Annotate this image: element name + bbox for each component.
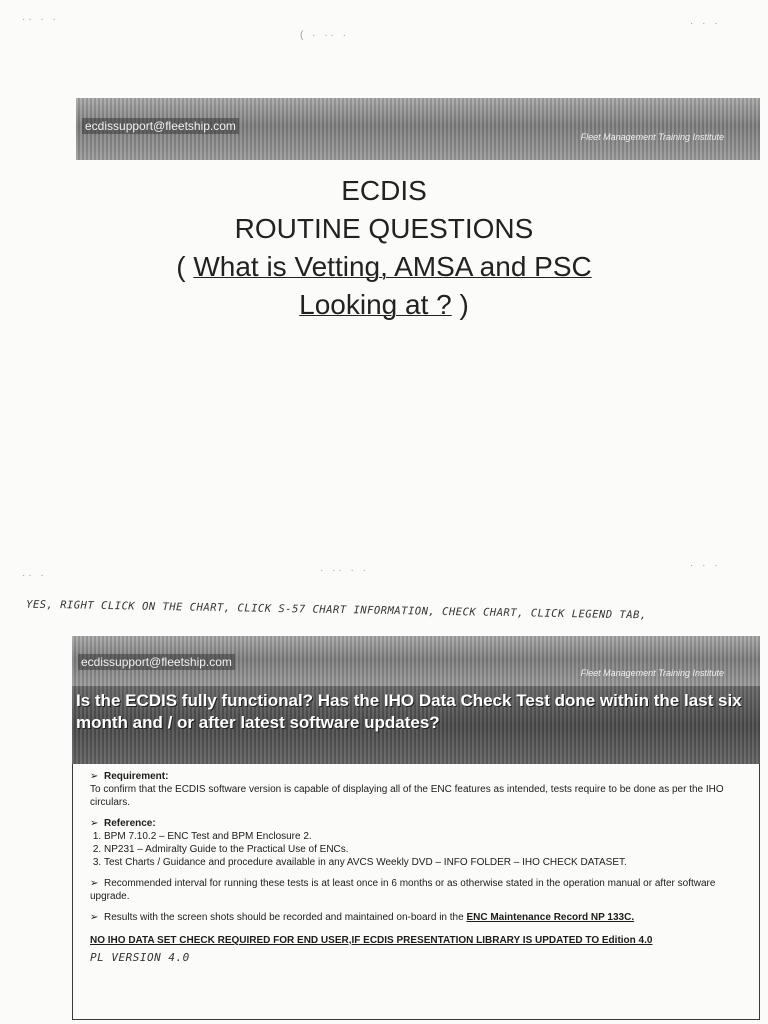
- enc-maintenance-record: ENC Maintenance Record NP 133C.: [466, 912, 635, 923]
- handwritten-note: YES, RIGHT CLICK ON THE CHART, CLICK S-57 CHART INFORMATION, CHECK CHART, CLICK LEGEND TAB,: [25, 598, 647, 622]
- title-routine-questions: ROUTINE QUESTIONS: [234, 213, 534, 244]
- scan-speck: · · ·: [690, 18, 721, 29]
- slide2-header-band: [72, 636, 760, 688]
- arrow-bullet-icon: ➢: [90, 818, 99, 829]
- reference-label: Reference:: [104, 818, 156, 829]
- support-email: ecdissupport@fleetship.com: [78, 654, 235, 670]
- title-subtitle-line1: [0, 248, 768, 286]
- requirement-text: To confirm that the ECDIS software version is capable of displaying all of the ENC features as intended, tests require to be done as per the IHO circulars.: [90, 784, 724, 808]
- scan-speck: · · ·: [690, 560, 721, 571]
- slide1-title: [0, 172, 768, 324]
- results-text: Results with the screen shots should be recorded and maintained on-board in the: [104, 912, 467, 923]
- title-ecdis: ECDIS: [341, 175, 427, 206]
- reference-list: [90, 830, 750, 869]
- question-text: Is the ECDIS fully functional? Has the IHO Data Check Test done within the last six month and / or after latest software updates?: [76, 691, 742, 732]
- requirement-label: Requirement:: [104, 771, 169, 782]
- handwritten-pl-version: PL VERSION 4.0: [90, 951, 190, 964]
- reference-section: [90, 817, 750, 869]
- content-body: [90, 770, 750, 964]
- title-looking-at: Looking at ?: [299, 289, 452, 320]
- question-bar: [72, 686, 760, 764]
- iho-footnote: NO IHO DATA SET CHECK REQUIRED FOR END USER,IF ECDIS PRESENTATION LIBRARY IS UPDATED TO Edition 4.0: [90, 935, 653, 946]
- arrow-bullet-icon: ➢: [90, 912, 99, 923]
- results-section: [90, 911, 750, 924]
- scan-speck: · ·· · ·: [320, 565, 369, 576]
- institute-name: Fleet Management Training Institute: [580, 132, 724, 142]
- reference-item: 3. Test Charts / Guidance and procedure available in any AVCS Weekly DVD – INFO FOLDER – IHO CHECK DATASET.: [104, 856, 750, 869]
- institute-name: Fleet Management Training Institute: [580, 668, 724, 678]
- reference-item: 1. BPM 7.10.2 – ENC Test and BPM Enclosure 2.: [104, 830, 750, 843]
- arrow-bullet-icon: ➢: [90, 771, 99, 782]
- title-subtitle-line2: [0, 286, 768, 324]
- reference-item: 2. NP231 – Admiralty Guide to the Practical Use of ENCs.: [104, 843, 750, 856]
- title-paren-close: ): [451, 289, 469, 320]
- requirement-section: [90, 770, 750, 809]
- recommended-section: [90, 877, 750, 903]
- title-paren-open: (: [176, 251, 194, 282]
- arrow-bullet-icon: ➢: [90, 878, 99, 889]
- scan-speck: ·· ·: [22, 570, 47, 581]
- title-vetting: What is Vetting, AMSA and PSC: [193, 251, 592, 282]
- scan-speck: ( · ·· ·: [300, 30, 349, 41]
- scan-speck: ·· · ·: [22, 14, 59, 25]
- support-email: ecdissupport@fleetship.com: [82, 118, 239, 134]
- recommended-text: Recommended interval for running these tests is at least once in 6 months or as otherwise stated in the operation manual or after software upgrade.: [90, 878, 716, 902]
- slide1-header-band: [76, 98, 760, 160]
